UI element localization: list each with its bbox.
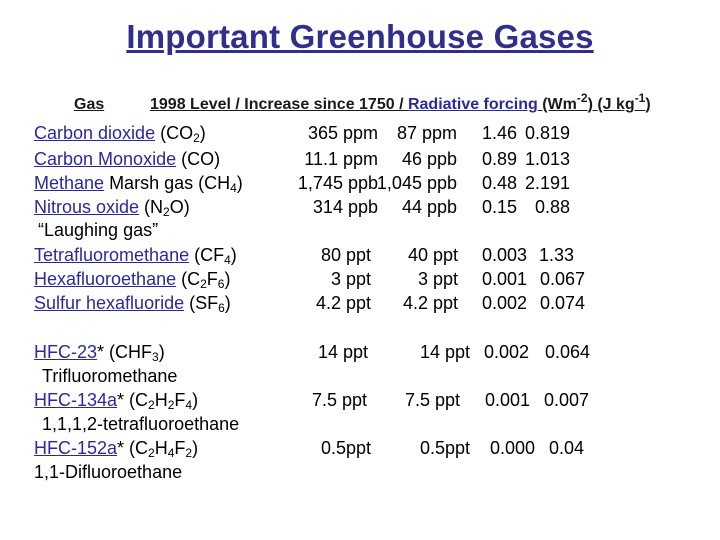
forcing-value: 0.002 xyxy=(483,342,529,362)
forcing-value: 1.46 xyxy=(481,123,517,143)
level-value: 314 ppb xyxy=(312,197,378,217)
j-value: 0.067 xyxy=(539,269,585,289)
increase-value: 7.5 ppt xyxy=(404,390,460,410)
j-value: 0.064 xyxy=(544,342,590,362)
hfc-134a-link[interactable]: HFC-134a xyxy=(34,390,118,410)
j-value: 0.007 xyxy=(543,390,589,410)
gas-row-co2 xyxy=(0,123,720,147)
increase-value: 3 ppt xyxy=(417,269,458,289)
increase-value: 46 ppb xyxy=(401,149,457,169)
common-name-row xyxy=(0,462,720,486)
page-title: Important Greenhouse Gases xyxy=(126,18,594,55)
increase-value: 87 ppm xyxy=(396,123,457,143)
j-value: 1.013 xyxy=(524,149,570,169)
carbon-monoxide-link[interactable]: Carbon Monoxide xyxy=(34,149,177,169)
gas-name: Carbon dioxide $(CO_2)$ xyxy=(34,123,206,145)
laughing-gas-note: “Laughing gas” xyxy=(38,220,159,240)
forcing-value: 0.89 xyxy=(481,149,517,169)
increase-value: 44 ppb xyxy=(401,197,457,217)
sulfur-hexafluoride-link[interactable]: Sulfur hexafluoride xyxy=(34,293,185,313)
gas-name: Carbon Monoxide (CO) xyxy=(34,149,221,169)
gas-row-co xyxy=(0,149,720,173)
forcing-value: 0.000 xyxy=(489,438,535,458)
forcing-value: 0.002 xyxy=(481,293,527,313)
gas-name: Sulfur hexafluoride $(SF_6)$ xyxy=(34,293,231,315)
gas-name: Nitrous oxide $(N_2O)$ xyxy=(34,197,190,219)
common-name-row xyxy=(0,366,720,390)
j-value: 0.074 xyxy=(539,293,585,313)
gas-name: Hexafluoroethane $(C_2F_6)$ xyxy=(34,269,231,291)
j-value: 0.88 xyxy=(534,197,570,217)
increase-value: 1,045 ppb xyxy=(376,173,457,193)
values-column-header: 1998 Level / Increase since 1750 / Radiative forcing $(Wm^{-2})$ (J $kg^{-1}$) xyxy=(150,91,651,113)
increase-value: 4.2 ppt xyxy=(402,293,458,313)
gas-note-row xyxy=(0,220,720,244)
forcing-value: 0.003 xyxy=(481,245,527,265)
gas-row-c2f6 xyxy=(0,269,720,293)
hexafluoroethane-link[interactable]: Hexafluoroethane xyxy=(34,269,177,289)
forcing-value: 0.15 xyxy=(481,197,517,217)
forcing-value: 0.48 xyxy=(481,173,517,193)
gas-row-hfc134a xyxy=(0,390,720,414)
j-value: 1.33 xyxy=(538,245,574,265)
level-value: 365 ppm xyxy=(307,123,378,143)
gas-name: HFC-134a* $(C_2H_2F_4)$ xyxy=(34,390,199,412)
radiative-forcing-link[interactable]: Radiative forcing xyxy=(407,96,538,113)
increase-value: 40 ppt xyxy=(407,245,458,265)
gas-row-cf4 xyxy=(0,245,720,269)
gas-name: HFC-23* $(CHF_3)$ xyxy=(34,342,165,364)
level-value: 0.5ppt xyxy=(320,438,371,458)
gas-row-hfc152a xyxy=(0,438,720,462)
j-value: 2.191 xyxy=(524,173,570,193)
gas-row-hfc23 xyxy=(0,342,720,366)
gas-name: Methane Marsh gas $(CH_4)$ xyxy=(34,173,243,195)
increase-value: 14 ppt xyxy=(419,342,470,362)
level-value: 14 ppt xyxy=(317,342,368,362)
nitrous-oxide-link[interactable]: Nitrous oxide xyxy=(34,197,140,217)
level-value: 4.2 ppt xyxy=(315,293,371,313)
tetrafluoroethane-label: 1,1,1,2-tetrafluoroethane xyxy=(42,414,240,434)
level-header-text: 1998 Level / Increase since 1750 / xyxy=(150,96,408,113)
common-name-row xyxy=(0,414,720,438)
hfc-23-link[interactable]: HFC-23 xyxy=(34,342,98,362)
tetrafluoromethane-link[interactable]: Tetrafluoromethane xyxy=(34,245,190,265)
forcing-value: 0.001 xyxy=(484,390,530,410)
j-value: 0.819 xyxy=(524,123,570,143)
gas-row-sf6 xyxy=(0,293,720,317)
level-value: 1,745 ppb xyxy=(297,173,378,193)
level-value: 3 ppt xyxy=(330,269,371,289)
gas-name: HFC-152a* $(C_2H_4F_2)$ xyxy=(34,438,199,460)
level-value: 80 ppt xyxy=(320,245,371,265)
level-value: 7.5 ppt xyxy=(311,390,367,410)
methane-link[interactable]: Methane xyxy=(34,173,105,193)
trifluoromethane-label: Trifluoromethane xyxy=(42,366,178,386)
gas-column-header: Gas xyxy=(74,96,105,113)
level-value: 11.1 ppm xyxy=(304,149,378,169)
gas-row-ch4 xyxy=(0,173,720,197)
hfc-152a-link[interactable]: HFC-152a xyxy=(34,438,118,458)
j-value: 0.04 xyxy=(548,438,584,458)
gas-name: Tetrafluoromethane $(CF_4)$ xyxy=(34,245,237,267)
forcing-value: 0.001 xyxy=(481,269,527,289)
gas-row-n2o xyxy=(0,197,720,221)
difluoroethane-label: 1,1-Difluoroethane xyxy=(34,462,183,482)
increase-value: 0.5ppt xyxy=(419,438,470,458)
carbon-dioxide-link[interactable]: Carbon dioxide xyxy=(34,123,156,143)
